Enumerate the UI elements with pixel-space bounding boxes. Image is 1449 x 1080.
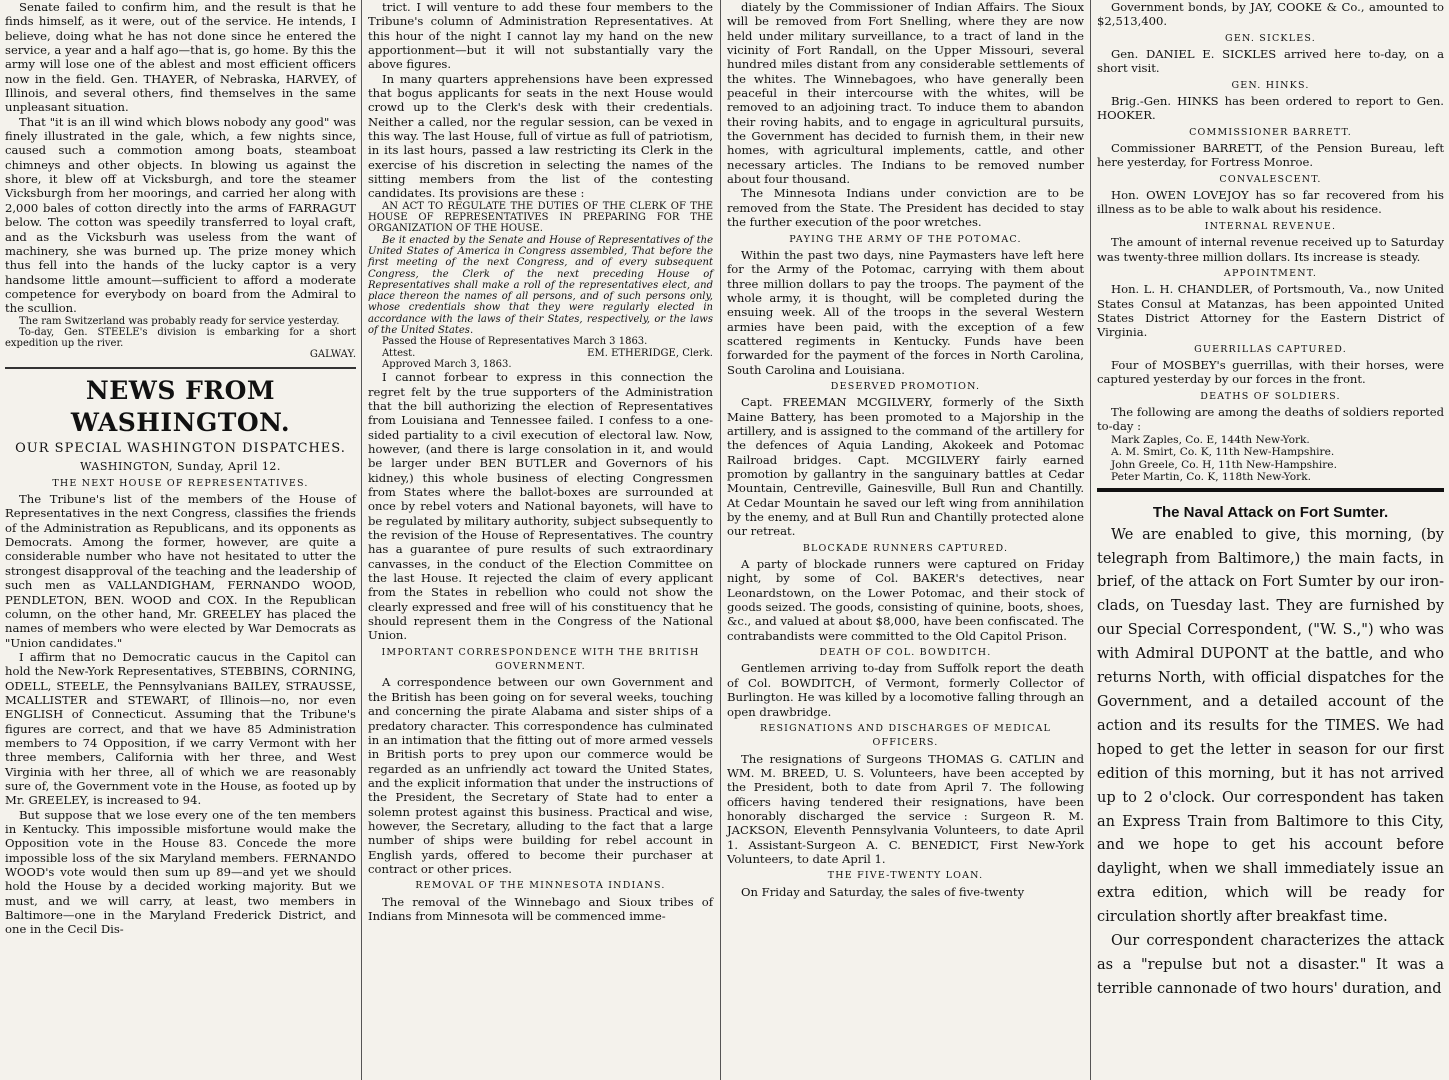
section-title: NEWS FROM WASHINGTON. xyxy=(5,367,356,439)
col1-paragraph: To-day, Gen. STEELE's division is embarking for a short expedition up the river. xyxy=(5,326,356,350)
col1-paragraph: The ram Switzerland was probably ready for service yesterday. xyxy=(19,315,340,327)
death-entry: Peter Martin, Co. K, 118th New-York. xyxy=(1111,471,1311,484)
article-paragraph: In many quarters apprehensions have been expressed that bogus applicants for seats in the next House would crowd up to the Clerk's desk with their credentials. Neither a called, nor the regular session, can be vexed in this way. The last House, full of virtue as full of patriotism, in its last hours, passed a law restricting its Clerk in the exercise of his discretion in selecting the names of the sitting members from the list of the contesting candidates. Its provisions are these : xyxy=(368,71,713,201)
article-heading: PAYING THE ARMY OF THE POTOMAC. xyxy=(789,233,1022,245)
notice-heading: CONVALESCENT. xyxy=(1219,173,1322,185)
death-entry: John Greele, Co. H, 11th New-Hampshire. xyxy=(1111,458,1337,471)
notice-heading: APPOINTMENT. xyxy=(1223,267,1318,279)
article-heading: THE FIVE-TWENTY LOAN. xyxy=(827,870,984,882)
article-paragraph: On Friday and Saturday, the sales of five-twenty xyxy=(741,884,1025,899)
article-paragraph: I affirm that no Democratic caucus in the Capitol can hold the New-York Representatives, STEBBINS, CORNING, ODELL, STEELE, the Pennsylvanians BAILEY, STRAUSSE, MCALLISTER and STEWART, of Illinois—no, nor even ENGLISH of Connecticut. Assuming that the Tribune's figures are correct, and that we have 85 Administration members to 74 Opposition, if we carry Vermont with her three members, California with her three, and West Virginia with her three, all of which we are reasonably sure of, the Government vote in the House, as footed up by Mr. GREELEY, is increased to 94. xyxy=(5,649,356,808)
article-paragraph: We are enabled to give, this morning, (by telegraph from Baltimore,) the main facts, in brief, of the attack on Fort Sumter by our iron-clads, on Tuesday last. They are furnished by our Special Correspondent, ("W. S.,") who was with Admiral DUPONT at the battle, and who returns North, with official dispatches for the Government, and a detailed account of the action and its results for the TIMES. We had hoped to get the letter in season for our first edition of this morning, but it has not arrived up to 2 o'clock. Our correspondent has taken an Express Train from Baltimore to this City, and we hope to get his account before daylight, when we shall immediately issue an extra edition, which will be ready for circulation shortly after breakfast time. xyxy=(1097,526,1444,926)
article-heading: REMOVAL OF THE MINNESOTA INDIANS. xyxy=(415,880,666,892)
article-paragraph: The resignations of Surgeons THOMAS G. CATLIN and WM. M. BREED, U. S. Volunteers, have been accepted by the President, both to date from April 7. The following officers having tendered their resignations, have been honorably discharged the service : Surgeon R. M. JACKSON, Eleventh Pennsylvania Volunteers, to date April 1. Assistant-Surgeon A. C. BENEDICT, First New-York Volunteers, to date April 1. xyxy=(727,751,1084,866)
col1-paragraph: Senate failed to confirm him, and the result is that he finds himself, as it were, out of the service. He intends, I believe, doing what he has not done since he entered the service, a year and a half ago—that is, go home. By this the army will lose one of the ablest and most efficient officers now in the field. Gen. THAYER, of Nebraska, HARVEY, of Illinois, and several others, find themselves in the same unpleasant situation. xyxy=(5,0,356,115)
notice-heading: GEN. HINKS. xyxy=(1231,79,1310,91)
correspondent-signature: GALWAY. xyxy=(309,349,356,361)
act-passed: Passed the House of Representatives March 3 1863. xyxy=(382,336,648,348)
article-heading: DESERVED PROMOTION. xyxy=(830,380,981,392)
column-4 xyxy=(1092,0,1449,1080)
column-rule xyxy=(1090,0,1091,1080)
act-text: Be it enacted by the Senate and House of Representatives of the United States of America in Congress assembled, That before the first meeting of the next Congress, and of every subsequent Congress, the Clerk of the next preceding House of Representatives shall make a roll of the representatives elect, and place thereon the names of all persons, and of such persons only, whose credentials show that they were regularly elected in accordance with the laws of their States, respectively, or the laws of the United States. xyxy=(368,234,713,337)
notice-text: Brig.-Gen. HINKS has been ordered to report to Gen. HOOKER. xyxy=(1097,94,1444,123)
attest-clerk: EM. ETHERIDGE, Clerk. xyxy=(587,347,713,359)
clipping-divider xyxy=(1097,488,1444,492)
notice-heading: GEN. SICKLES. xyxy=(1225,32,1316,44)
article-paragraph: But suppose that we lose every one of the ten members in Kentucky. This impossible misfortune would make the Opposition vote in the House 83. Concede the more impossible loss of the six Maryland members. FERNANDO WOOD's vote would then sum up 89—and yet we should hold the House by a decided working majority. But we must, and we will carry, at least, two members in Baltimore—one in the Maryland Frederick District, and one in the Cecil Dis- xyxy=(5,807,356,937)
article-paragraph: The Minnesota Indians under conviction are to be removed from the State. The President has decided to stay the further execution of the poor wretches. xyxy=(727,186,1084,230)
notice-heading: COMMISSIONER BARRETT. xyxy=(1189,126,1352,138)
column-2 xyxy=(363,0,718,1080)
section-subtitle: OUR SPECIAL WASHINGTON DISPATCHES. xyxy=(15,440,346,456)
column-1 xyxy=(0,0,361,1080)
article-paragraph: diately by the Commissioner of Indian Affairs. The Sioux will be removed from Fort Snelling, where they are now held under military surveillance, to a tract of land in the vicinity of Fort Randall, on the Upper Missouri, several hundred miles distant from any considerable settlements of the whites. The Winnebagoes, who have generally been peaceful in their intercourse with the whites, will be removed to an adjoining tract. To induce them to abandon their roving habits, and to engage in agricultural pursuits, the Government has decided to furnish them, in their new homes, with agricultural implements, cattle, and other necessary articles. The Indians to be removed number about four thousand. xyxy=(727,0,1084,187)
notice-heading: DEATHS OF SOLDIERS. xyxy=(1200,390,1341,402)
article-paragraph: Our correspondent characterizes the attack as a "repulse but not a disaster." It was a terrible cannonade of two hours' duration, and xyxy=(1097,933,1444,997)
act-title: AN ACT TO REGULATE THE DUTIES OF THE CLERK OF THE HOUSE OF REPRESENTATIVES IN PREPARING FOR THE ORGANIZATION OF THE HOUSE. xyxy=(368,200,713,235)
notice-heading: INTERNAL REVENUE. xyxy=(1204,220,1337,232)
article-heading: RESIGNATIONS AND DISCHARGES OF MEDICAL OFFICERS. xyxy=(759,722,1052,749)
article-heading: DEATH OF COL. BOWDITCH. xyxy=(819,647,992,659)
article-paragraph: I cannot forbear to express in this connection the regret felt by the true supporters of the Administration that the bill authorizing the election of Representatives from Louisiana and Tennessee failed. I confess to a one-sided partiality to a civil execution of electoral law. Now, however, (and there is large consolation in it, and would be larger under BEN BUTLER and Governors of his kidney,) this whole business of electing Congressmen from States where the ballot-boxes are surrounded at once by rebel voters and National bayonets, will have to be regulated by military authority, subject subsequently to the revision of the House of Representatives. The country has a guarantee of pure results of such extraordinary canvasses, in the conduct of the Election Committee on the last House. It rejected the claim of every applicant from the States in rebellion who could not show the clearly expressed and free will of his constituency that he should represent them in the Congress of the National Union. xyxy=(368,370,713,643)
article-paragraph: Within the past two days, nine Paymasters have left here for the Army of the Potomac, carrying with them about three million dollars to pay the troops. The payment of the whole army, it is thought, will be completed during the ensuing week. All of the troops in the several Western armies have been paid, with the exception of a few scattered regiments in Kentucky. Funds have been forwarded for the payment of the forces in North Carolina, South Carolina and Louisiana. xyxy=(727,247,1084,377)
column-rule xyxy=(720,0,721,1080)
article-heading: THE NEXT HOUSE OF REPRESENTATIVES. xyxy=(52,477,309,489)
notice-text: Gen. DANIEL E. SICKLES arrived here to-day, on a short visit. xyxy=(1097,47,1444,76)
attest-label: Attest. xyxy=(382,347,416,359)
naval-attack-article xyxy=(1097,502,1444,1002)
article-paragraph: A correspondence between our own Government and the British has been going on for several weeks, touching and concerning the pirate Alabama and sister ships of a predatory character. This correspondence has culminated in an intimation that the fitting out of more armed vessels in British ports to prey upon our commerce would be regarded as an unfriendly act toward the United States, and the explicit information that under the instructions of the President, the Secretary of State had to enter a solemn protest against this business. Practical and wise, however, the Secretary, alluding to the fact that a large number of ships were building for rebel account in English yards, offered to become their purchaser at contract or other prices. xyxy=(368,675,713,876)
col1-paragraph: That "it is an ill wind which blows nobody any good" was finely illustrated in the gale, which, a few nights since, caused such a commotion among boats, steamboat chimneys and other objects. In blowing us against the shore, it blew off at Vicksburgh, and tore the steamer Vicksburgh from her moorings, and carried her along with 2,000 bales of cotton directly into the arms of FARRAGUT below. The cotton was speedily transferred to loyal craft, and as the Vicksburh was useless from the want of machinery, she was burned up. The prize money which thus fell into the hands of the lucky captor is a very handsome little amount—sufficient to afford a moderate competence for everybody on board from the Admiral to the scullion. xyxy=(5,114,356,316)
article-paragraph: Gentlemen arriving to-day from Suffolk report the death of Col. BOWDITCH, of Vermont, formerly Collector of Burlington. He was killed by a locomotive falling through an open drawbridge. xyxy=(727,661,1084,719)
notice-heading: GUERRILLAS CAPTURED. xyxy=(1194,343,1347,355)
notice-text: Four of MOSBEY's guerrillas, with their horses, were captured yesterday by our forces in the front. xyxy=(1097,357,1444,387)
article-paragraph: Capt. FREEMAN MCGILVERY, formerly of the Sixth Maine Battery, has been promoted to a Majorship in the artillery, and is assigned to the command of the artillery for the defences of Aquia Landing, Akokeek and Potomac Railroad bridges. Capt. MCGILVERY fairly earned promotion by gallantry in the sanguinary battles at Cedar Mountain, Centreville, Gainesville, Bull Run and Chantilly. At Cedar Mountain he saved our left wing from annihilation by the enemy, and at Bull Run and Chantilly protected alone our retreat. xyxy=(727,395,1084,539)
death-entry: Mark Zaples, Co. E, 144th New-York. xyxy=(1111,433,1310,446)
article-paragraph: trict. I will venture to add these four members to the Tribune's column of Administration Representatives. At this hour of the night I cannot lay my hand on the new apportionment—but it will not substantially vary the above figures. xyxy=(368,0,713,72)
column-rule xyxy=(361,0,362,1080)
article-paragraph: Government bonds, by JAY, COOKE & Co., amounted to $2,513,400. xyxy=(1097,0,1444,29)
article-heading: IMPORTANT CORRESPONDENCE WITH THE BRITISH GOVERNMENT. xyxy=(381,646,700,673)
article-title: The Naval Attack on Fort Sumter. xyxy=(1152,503,1389,521)
brief-notices xyxy=(1097,32,1444,434)
notice-text: Hon. L. H. CHANDLER, of Portsmouth, Va., now United States Consul at Matanzas, has been appointed United States District Attorney for the Eastern District of Virginia. xyxy=(1097,282,1444,340)
act-attest xyxy=(368,348,713,359)
column-3 xyxy=(722,0,1089,1080)
notice-text: Commissioner BARRETT, of the Pension Bureau, left here yesterday, for Fortress Monroe. xyxy=(1097,141,1444,170)
article-heading: BLOCKADE RUNNERS CAPTURED. xyxy=(802,542,1009,554)
article-paragraph: The removal of the Winnebago and Sioux tribes of Indians from Minnesota will be commenced imme- xyxy=(368,894,713,923)
notice-text: The amount of internal revenue received up to Saturday was twenty-three million dollars. Its increase is steady. xyxy=(1097,235,1444,264)
article-paragraph: The Tribune's list of the members of the House of Representatives in the next Congress, classifies the friends of the Administration as Republicans, and its opponents as Democrats. Among the former, however, are quite a considerable number who have not hesitated to utter the strongest disapproval of the teaching and the leadership of such men as VALLANDIGHAM, FERNANDO WOOD, PENDLETON, BEN. WOOD and COX. In the Republican column, on the other hand, Mr. GREELEY has placed the names of members who were elected by War Democrats as "Union candidates." xyxy=(5,492,356,650)
act-approved: Approved March 3, 1863. xyxy=(382,358,512,370)
death-entry: A. M. Smirt, Co. K, 11th New-Hampshire. xyxy=(1111,446,1335,459)
dateline: WASHINGTON, Sunday, April 12. xyxy=(80,459,281,473)
notice-text: The following are among the deaths of soldiers reported to-day : xyxy=(1097,404,1444,434)
notice-text: Hon. OWEN LOVEJOY has so far recovered from his illness as to be able to walk about his residence. xyxy=(1097,188,1444,217)
article-paragraph: A party of blockade runners were captured on Friday night, by some of Col. BAKER's detectives, near Leonardstown, on the Lower Potomac, and their stock of goods seized. The goods, consisting of quinine, boots, shoes, &c., and valued at about $8,000, have been confiscated. The contrabandists were committed to the Old Capitol Prison. xyxy=(727,557,1084,643)
deaths-list xyxy=(1097,434,1444,484)
